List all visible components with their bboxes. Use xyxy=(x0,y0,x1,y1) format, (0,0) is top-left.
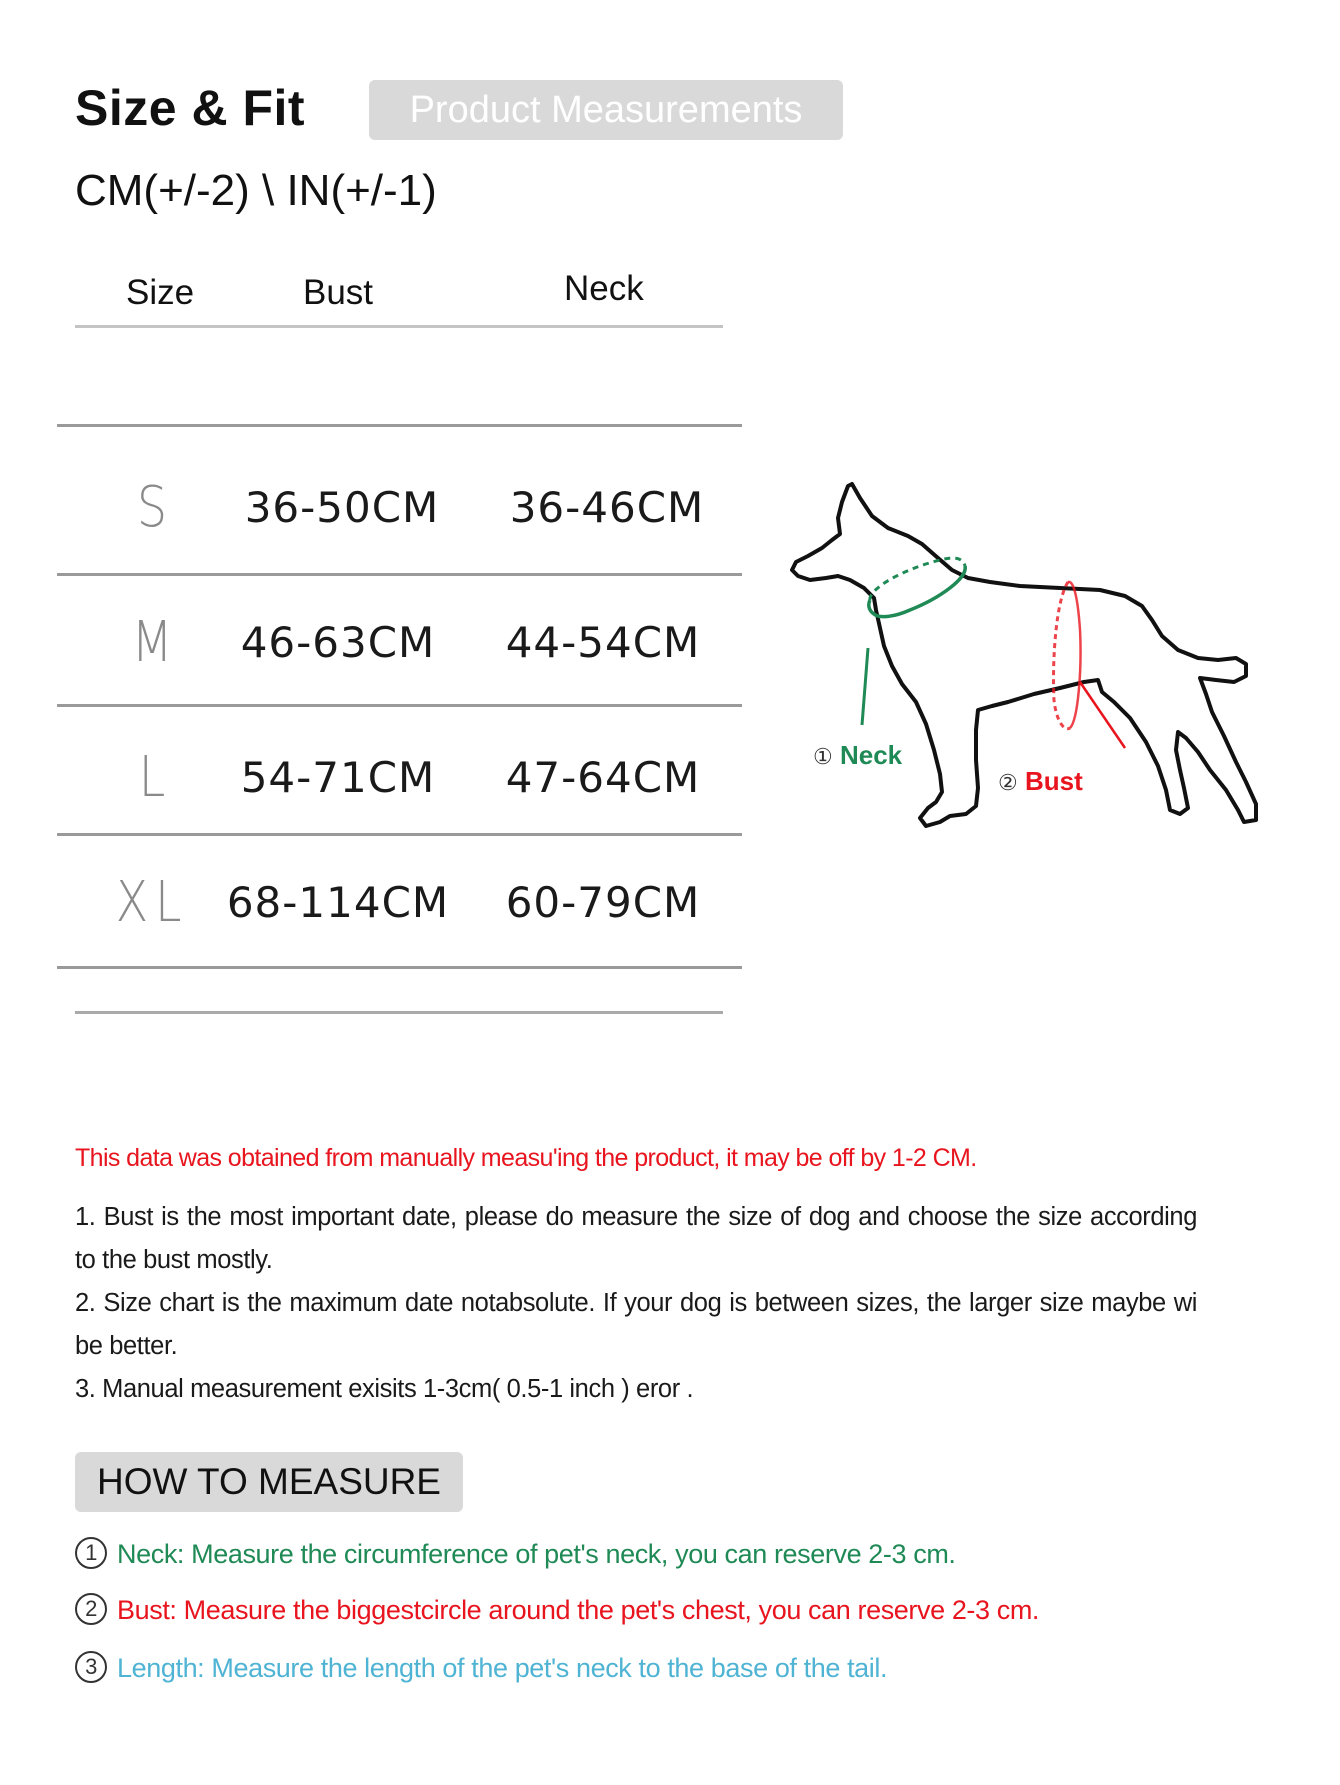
accuracy-warning: This data was obtained from manually measu'ing the product, it may be off by 1-2 CM. xyxy=(75,1144,977,1172)
column-header-neck: Neck xyxy=(564,269,644,308)
column-header-bust: Bust xyxy=(303,273,374,312)
product-measurements-badge: Product Measurements xyxy=(369,80,843,140)
step-text: Bust: Measure the biggestcircle around the pet's chest, you can reserve 2-3 cm. xyxy=(117,1595,1040,1625)
table-divider xyxy=(57,424,742,427)
step-length xyxy=(75,1651,887,1686)
units-tolerance: CM(+/-2) \ IN(+/-1) xyxy=(75,166,437,215)
neck-cell: 60-79CM xyxy=(505,878,701,927)
size-cell: S xyxy=(136,475,168,540)
column-header-size: Size xyxy=(126,273,195,312)
size-cell: L xyxy=(138,745,166,810)
bust-label-text: Bust xyxy=(1024,766,1083,796)
bust-cell: 68-114CM xyxy=(226,878,450,927)
note-item: 3. Manual measurement exisits 1-3cm( 0.5-1 inch ) eror . xyxy=(75,1375,694,1403)
page-title: Size & Fit xyxy=(75,80,306,136)
size-cell: M xyxy=(131,610,173,675)
note-item: 1. Bust is the most important date, please do measure the size of dog and choose the size according to the bust mostly. xyxy=(75,1203,1197,1274)
note-item: 2. Size chart is the maximum date notabsolute. If your dog is between sizes, the larger size maybe wi be better. xyxy=(75,1289,1197,1360)
size-cell: XL xyxy=(115,870,189,935)
circled-number-icon: 1 xyxy=(75,1537,107,1569)
bust-cell: 54-71CM xyxy=(240,753,436,802)
neck-label xyxy=(813,740,902,771)
table-divider xyxy=(57,966,742,969)
neck-cell: 44-54CM xyxy=(505,618,701,667)
step-bust xyxy=(75,1593,1039,1628)
table-divider xyxy=(57,704,742,707)
bust-number: ② xyxy=(998,770,1018,795)
bust-cell: 36-50CM xyxy=(244,483,440,532)
bust-label xyxy=(998,766,1083,797)
how-to-measure-heading: HOW TO MEASURE xyxy=(75,1452,463,1512)
dog-measurement-diagram xyxy=(780,470,1270,840)
circled-number-icon: 3 xyxy=(75,1651,107,1683)
step-neck xyxy=(75,1537,956,1572)
table-divider xyxy=(57,573,742,576)
header-divider xyxy=(75,325,723,328)
table-footer-divider xyxy=(75,1011,723,1014)
table-divider xyxy=(57,833,742,836)
step-text: Length: Measure the length of the pet's neck to the base of the tail. xyxy=(117,1653,888,1683)
step-text: Neck: Measure the circumference of pet's neck, you can reserve 2-3 cm. xyxy=(117,1539,956,1569)
bust-cell: 46-63CM xyxy=(240,618,436,667)
neck-number: ① xyxy=(813,744,833,769)
circled-number-icon: 2 xyxy=(75,1593,107,1625)
neck-label-text: Neck xyxy=(839,740,903,770)
notes-list xyxy=(75,1196,1197,1411)
neck-cell: 47-64CM xyxy=(505,753,701,802)
neck-cell: 36-46CM xyxy=(509,483,705,532)
